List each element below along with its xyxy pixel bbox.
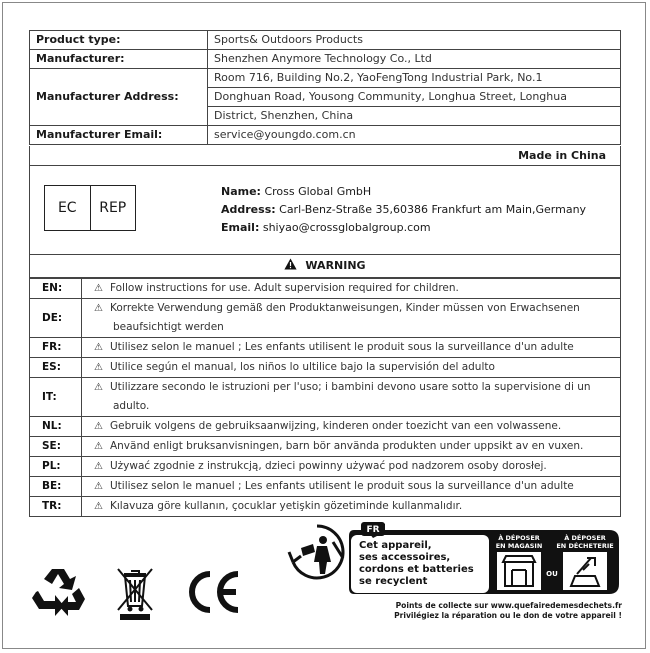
warning-text xyxy=(82,378,621,417)
table-row xyxy=(30,299,621,338)
made-in-label: Made in China xyxy=(29,146,621,166)
option1-line2: EN MAGASIN xyxy=(495,542,543,550)
triman-text-3: cordons et batteries xyxy=(359,564,474,575)
rep-text: REP xyxy=(90,186,136,230)
warning-line: Używać zgodnie z instrukcją, dzieci powinny używać pod nadzorem osoby dorosłej. xyxy=(109,460,547,472)
ec-rep-symbol xyxy=(44,185,136,231)
ec-rep-section xyxy=(29,165,621,255)
rep-name: Cross Global GmbH xyxy=(264,185,372,198)
warnings-table xyxy=(29,278,621,517)
triman-note xyxy=(385,601,622,621)
lang-code: SE: xyxy=(30,437,82,457)
warning-text xyxy=(82,279,621,299)
manufacturer-label: Manufacturer: xyxy=(30,50,208,69)
table-row xyxy=(30,279,621,299)
product-type-value: Sports& Outdoors Products xyxy=(208,31,621,50)
warning-text xyxy=(82,437,621,457)
table-row xyxy=(30,437,621,457)
fr-badge: FR xyxy=(366,525,380,535)
table-row xyxy=(30,338,621,358)
warning-text xyxy=(82,358,621,378)
triman-note-1: Points de collecte sur www.quefairedemesdechets.fr xyxy=(395,601,622,610)
lang-code: BE: xyxy=(30,477,82,497)
ce-mark-icon xyxy=(186,570,244,614)
warning-triangle-icon: ⚠ xyxy=(94,342,103,353)
warning-triangle-icon: ⚠ xyxy=(94,501,103,512)
option2-line1: À DÉPOSER xyxy=(564,534,606,542)
or-label: OU xyxy=(546,570,558,578)
email-value: service@youngdo.com.cn xyxy=(208,126,621,145)
triman-text-1: Cet appareil, xyxy=(359,540,432,551)
warning-line: Follow instructions for use. Adult supervision required for children. xyxy=(109,282,459,294)
address-line-2: Donghuan Road, Yousong Community, Longhua Street, Longhua xyxy=(208,88,621,107)
weee-bin-icon xyxy=(115,566,155,622)
warning-text xyxy=(82,457,621,477)
warning-line: adulto. xyxy=(113,400,150,412)
warning-line: Korrekte Verwendung gemäß den Produktanweisungen, Kinder müssen von Erwachsenen xyxy=(109,302,580,314)
option1-line1: À DÉPOSER xyxy=(498,534,540,542)
lang-code: NL: xyxy=(30,417,82,437)
address-label: Manufacturer Address: xyxy=(30,69,208,126)
table-row xyxy=(30,477,621,497)
warning-text xyxy=(82,338,621,358)
ec-text: EC xyxy=(57,200,77,216)
rep-address-label: Address: xyxy=(221,203,276,216)
warning-title: WARNING xyxy=(305,259,366,272)
product-type-label: Product type: xyxy=(30,31,208,50)
manufacturer-info-table xyxy=(29,30,621,145)
warning-triangle-icon: ⚠ xyxy=(94,303,103,314)
option2-line2: EN DÉCHETERIE xyxy=(556,542,614,550)
email-label: Manufacturer Email: xyxy=(30,126,208,145)
warning-triangle-icon: ⚠ xyxy=(94,283,103,294)
warning-icon xyxy=(284,258,297,270)
warning-line: Gebruik volgens de gebruiksaanwijzing, kinderen onder toezicht van een volwassene. xyxy=(109,420,562,432)
table-row xyxy=(30,358,621,378)
rep-name-label: Name: xyxy=(221,185,261,198)
triman-text-2: ses accessoires, xyxy=(359,552,451,563)
manufacturer-value: Shenzhen Anymore Technology Co., Ltd xyxy=(208,50,621,69)
warning-line: Kılavuza göre kullanın, çocuklar yetişkin gözetiminde kullanmalıdır. xyxy=(109,500,463,512)
warning-line: Utilisez selon le manuel ; Les enfants utilisent le produit sous la surveillance d'un adulte xyxy=(109,480,574,492)
lang-code: DE: xyxy=(30,299,82,338)
triman-icon xyxy=(287,518,622,602)
warning-triangle-icon: ⚠ xyxy=(94,461,103,472)
warning-line: beaufsichtigt werden xyxy=(113,321,224,333)
table-row xyxy=(30,457,621,477)
warning-triangle-icon: ⚠ xyxy=(94,421,103,432)
warning-text xyxy=(82,497,621,517)
warning-text xyxy=(82,417,621,437)
triman-info xyxy=(287,518,622,606)
rep-address: Carl-Benz-Straße 35,60386 Frankfurt am Main,Germany xyxy=(279,203,587,216)
table-row xyxy=(30,378,621,417)
warning-triangle-icon: ⚠ xyxy=(94,362,103,373)
ec-rep-info xyxy=(221,183,586,237)
table-row xyxy=(30,50,621,69)
lang-code: EN: xyxy=(30,279,82,299)
triman-text-4: se recyclent xyxy=(359,576,428,587)
table-row xyxy=(30,417,621,437)
warning-line: Utilisez selon le manuel ; Les enfants utilisent le produit sous la surveillance d'un adulte xyxy=(109,341,574,353)
recycle-icon xyxy=(30,566,86,618)
triman-note-2: Privilégiez la réparation ou le don de votre appareil ! xyxy=(394,611,622,620)
table-row xyxy=(30,497,621,517)
table-row xyxy=(30,31,621,50)
lang-code: PL: xyxy=(30,457,82,477)
lang-code: FR: xyxy=(30,338,82,358)
warning-line: Utilice según el manual, los niños lo ultilice bajo la supervisión del adulto xyxy=(109,361,495,373)
lang-code: IT: xyxy=(30,378,82,417)
warning-triangle-icon: ⚠ xyxy=(94,441,103,452)
warning-line: Använd enligt bruksanvisningen, barn bör använda produkten under uppsikt av en vuxen. xyxy=(109,440,584,452)
lang-code: TR: xyxy=(30,497,82,517)
warning-line: Utilizzare secondo le istruzioni per l'uso; i bambini devono usare sotto la supervisione di un xyxy=(109,381,591,393)
rep-email-label: Email: xyxy=(221,221,260,234)
warning-triangle-icon: ⚠ xyxy=(94,382,103,393)
table-row xyxy=(30,69,621,88)
address-line-3: District, Shenzhen, China xyxy=(208,107,621,126)
warning-text xyxy=(82,299,621,338)
table-row xyxy=(30,126,621,145)
warning-triangle-icon: ⚠ xyxy=(94,481,103,492)
rep-email: shiyao@crossglobalgroup.com xyxy=(262,221,431,234)
lang-code: ES: xyxy=(30,358,82,378)
address-line-1: Room 716, Building No.2, YaoFengTong Industrial Park, No.1 xyxy=(208,69,621,88)
warning-text xyxy=(82,477,621,497)
warning-header xyxy=(29,254,621,278)
